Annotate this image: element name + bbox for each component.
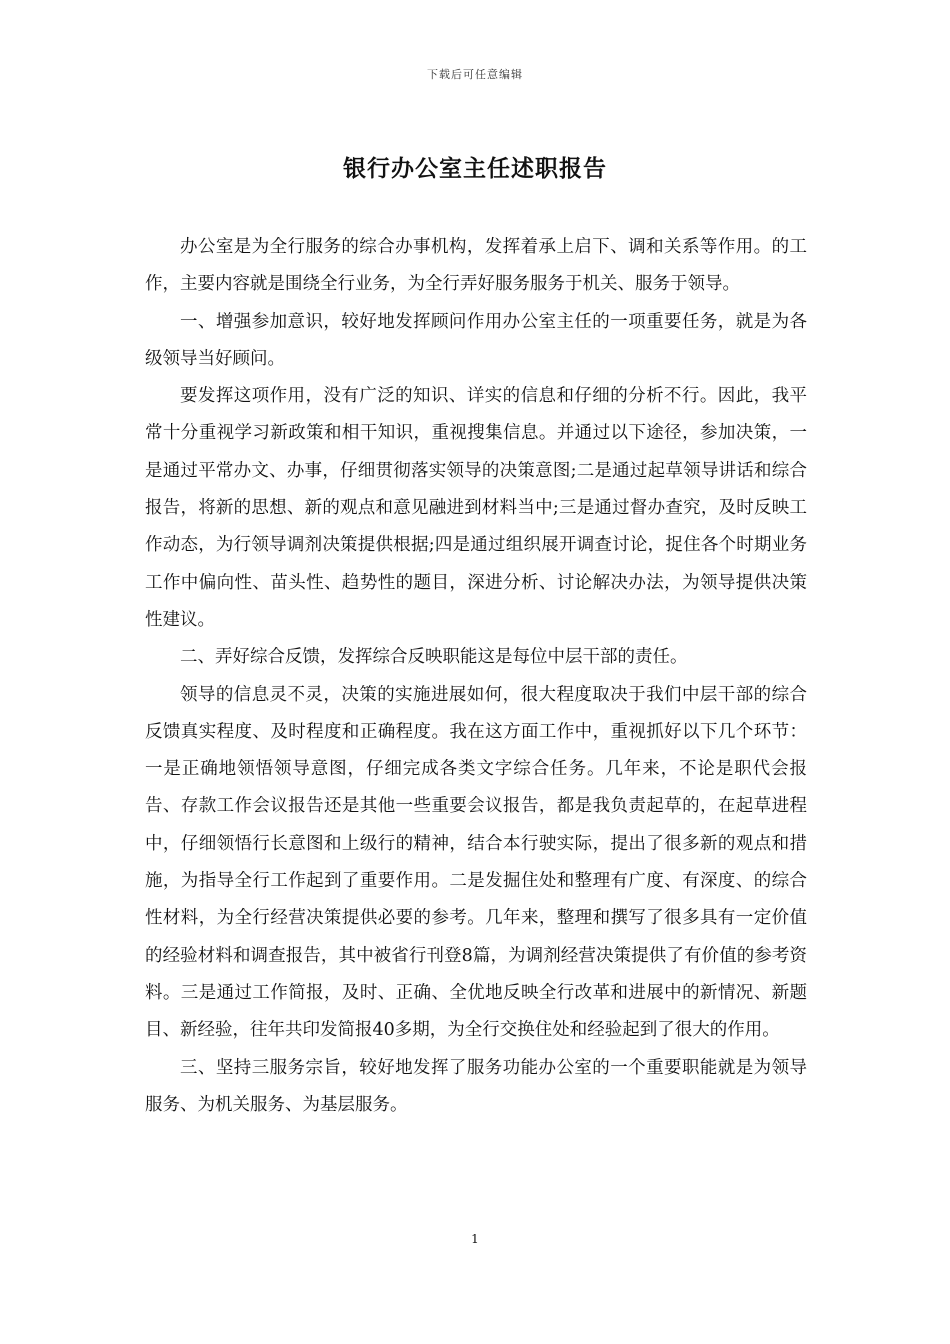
page-header-note: 下载后可任意编辑	[427, 68, 523, 81]
document-title: 银行办公室主任述职报告	[343, 155, 607, 182]
body-paragraph: 办公室是为全行服务的综合办事机构，发挥着承上启下、调和关系等作用。的工作，主要内容就是围绕全行业务，为全行弄好服务服务于机关、服务于领导。	[145, 237, 807, 295]
body-paragraph: 领导的信息灵不灵，决策的实施进展如何，很大程度取决于我们中层干部的综合反馈真实程度、及时程度和正确程度。我在这方面工作中，重视抓好以下几个环节：一是正确地领悟领导意图，仔细完成各类文字综合任务。几年来，不论是职代会报告、存款工作会议报告还是其他一些重要会议报告，都是我负责起草的，在起草进程中，仔细领悟行长意图和上级行的精神，结合本行驶实际，提出了很多新的观点和措施，为指导全行工作起到了重要作用。二是发掘住处和整理有广度、有深度、的综合性材料，为全行经营决策提供必要的参考。几年来，整理和撰写了很多具有一定价值的经验材料和调查报告，其中被省行刊登8篇，为调剂经营决策提供了有价值的参考资料。三是通过工作简报，及时、正确、全优地反映全行改革和进展中的新情况、新题目、新经验，往年共印发简报40多期，为全行交换住处和经验起到了很大的作用。	[145, 684, 807, 1041]
body-paragraph: 二、弄好综合反馈，发挥综合反映职能这是每位中层干部的责任。	[180, 647, 688, 668]
document-body	[145, 229, 807, 1124]
body-paragraph: 要发挥这项作用，没有广泛的知识、详实的信息和仔细的分析不行。因此，我平常十分重视学习新政策和相干知识，重视搜集信息。并通过以下途径，参加决策，一是通过平常办文、办事，仔细贯彻落实领导的决策意图;二是通过起草领导讲话和综合报告，将新的思想、新的观点和意见融进到材料当中;三是通过督办查究，及时反映工作动态，为行领导调剂决策提供根据;四是通过组织展开调查讨论，捉住各个时期业务工作中偏向性、苗头性、趋势性的题目，深进分析、讨论解决办法，为领导提供决策性建议。	[145, 386, 807, 630]
page-number: 1	[471, 1232, 479, 1246]
body-paragraph: 一、增强参加意识，较好地发挥顾问作用办公室主任的一项重要任务，就是为各级领导当好顾问。	[145, 311, 807, 369]
body-paragraph: 三、坚持三服务宗旨，较好地发挥了服务功能办公室的一个重要职能就是为领导服务、为机关服务、为基层服务。	[145, 1057, 807, 1115]
